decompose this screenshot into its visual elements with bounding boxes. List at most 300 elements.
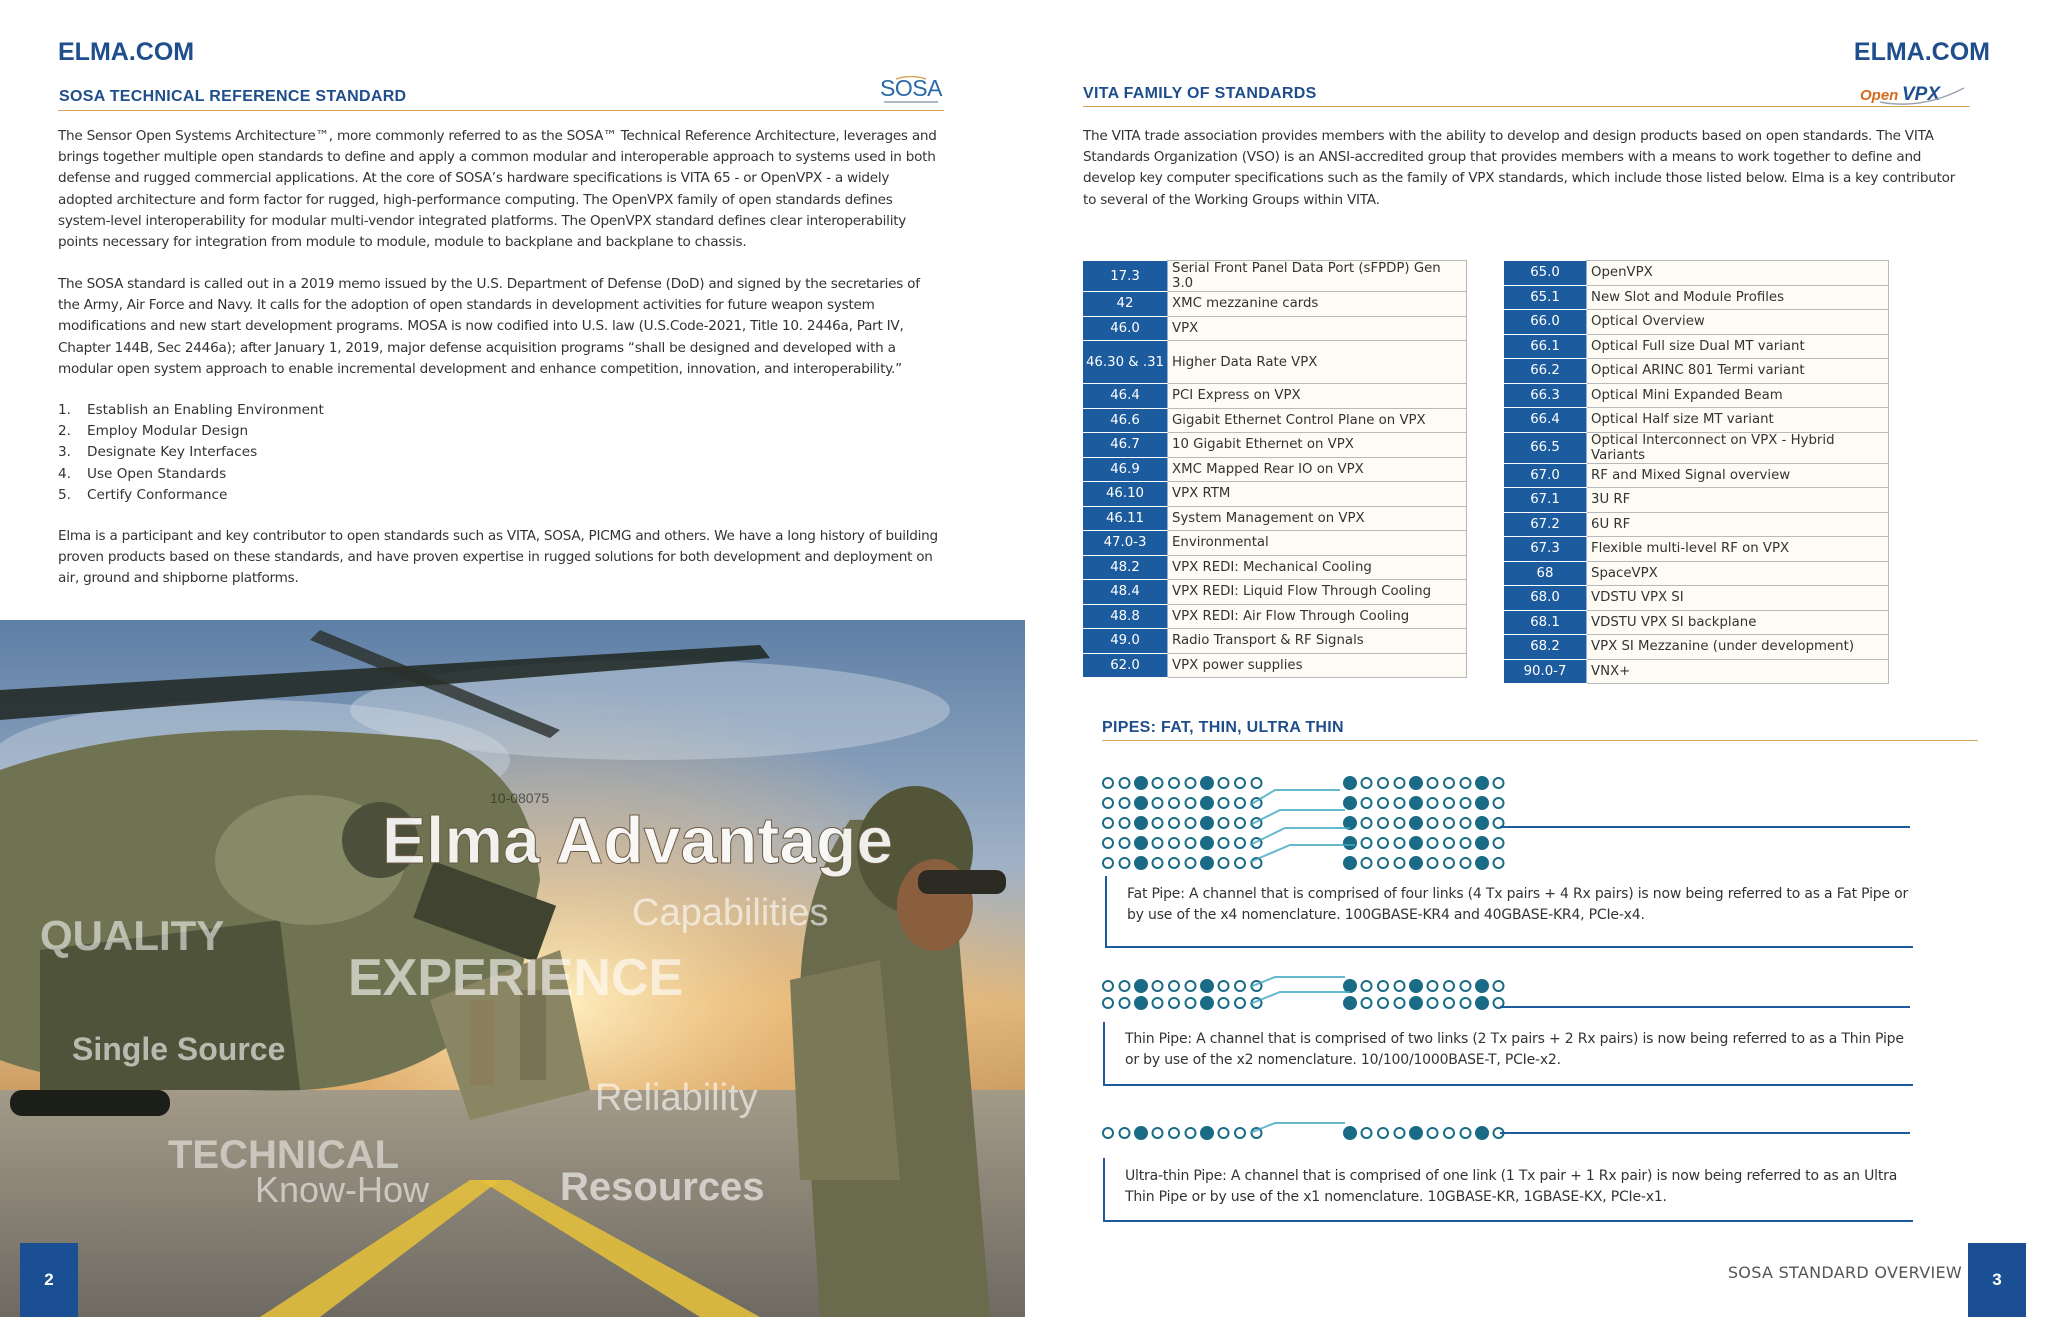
photo-word: Know-How	[255, 1169, 430, 1210]
standard-name: Optical Full size Dual MT variant	[1587, 334, 1889, 359]
fat-pipe-text: Fat Pipe: A channel that is comprised of four links (4 Tx pairs + 4 Rx pairs) is now being referred to as a Fat Pipe or by use of the x4 nomenclature. 100GBASE-KR4 and 40GBASE-KR4, PCIe-x4.	[1127, 886, 1909, 923]
standard-number: 46.10	[1083, 482, 1168, 507]
connector-pin	[1135, 1127, 1147, 1139]
standard-name: VPX REDI: Mechanical Cooling	[1168, 555, 1467, 580]
connector-pin	[1362, 858, 1372, 868]
connector-pin	[1395, 998, 1405, 1008]
brand-wordmark: ELMA.COM	[58, 38, 195, 66]
standard-row	[1504, 659, 1889, 684]
standard-name: XMC Mapped Rear IO on VPX	[1168, 457, 1467, 482]
connector-pin	[1444, 838, 1454, 848]
connector-pin	[1219, 998, 1229, 1008]
standard-row	[1083, 653, 1467, 678]
connector-pin	[1395, 858, 1405, 868]
ultra-thin-pipe-diagram	[1100, 1118, 1520, 1148]
connector-pin	[1235, 981, 1245, 991]
standard-row	[1504, 334, 1889, 359]
standard-number: 68.2	[1504, 635, 1587, 660]
connector-pin	[1201, 837, 1213, 849]
list-item: 1. Establish an Enabling Environment	[58, 402, 324, 418]
connector-pin	[1444, 998, 1454, 1008]
connector-pin	[1494, 858, 1504, 868]
standard-name: VPX REDI: Liquid Flow Through Cooling	[1168, 580, 1467, 605]
connector-pin	[1362, 778, 1372, 788]
standard-number: 67.0	[1504, 463, 1587, 488]
standard-number: 46.0	[1083, 316, 1168, 341]
list-item: 3. Designate Key Interfaces	[58, 444, 258, 461]
connector-pin	[1362, 838, 1372, 848]
connector-pin	[1444, 778, 1454, 788]
connector-pin	[1103, 1128, 1113, 1138]
connector-pin	[1103, 838, 1113, 848]
elma-participation-paragraph: Elma is a participant and key contributor to open standards such as VITA, SOSA, PICMG and others. We have a long history of building proven products based on these standards, and have proven expertise in rugged solutions for both development and deployment on air, ground and shipborne platforms.	[58, 528, 938, 587]
connector-pin	[1120, 1128, 1130, 1138]
connector-pin	[1120, 858, 1130, 868]
connector-pin	[1395, 818, 1405, 828]
connector-pin	[1103, 818, 1113, 828]
connector-pin	[1186, 858, 1196, 868]
standard-number: 17.3	[1083, 261, 1168, 292]
page-number-right: 3	[1968, 1243, 2026, 1317]
connector-pin	[1135, 817, 1147, 829]
connector-pin	[1494, 838, 1504, 848]
standard-row	[1504, 285, 1889, 310]
standard-row	[1083, 629, 1467, 654]
connector-pin	[1103, 858, 1113, 868]
connector-pin	[1461, 818, 1471, 828]
connector-pin	[1428, 818, 1438, 828]
connector-pin	[1153, 818, 1163, 828]
connector-pin	[1135, 797, 1147, 809]
vita-standards-table-right	[1503, 260, 1889, 684]
connector-pin	[1186, 838, 1196, 848]
standard-row	[1083, 316, 1467, 341]
standard-name: Gigabit Ethernet Control Plane on VPX	[1168, 408, 1467, 433]
connector-pin	[1444, 818, 1454, 828]
standard-name: 3U RF	[1587, 488, 1889, 513]
ultra-thin-pipe-box	[1103, 1158, 1913, 1222]
helicopter-tail-number: 10-08075	[490, 790, 550, 806]
connector-pin	[1428, 778, 1438, 788]
connector-pin	[1494, 981, 1504, 991]
connector-pin	[1378, 998, 1388, 1008]
connector-pin	[1219, 1128, 1229, 1138]
photo-word: Resources	[560, 1165, 765, 1209]
standard-number: 67.3	[1504, 537, 1587, 562]
standard-number: 48.2	[1083, 555, 1168, 580]
thin-pipe-box	[1103, 1022, 1913, 1086]
standard-row	[1083, 341, 1467, 384]
connector-pin	[1169, 818, 1179, 828]
connector-pin	[1186, 1128, 1196, 1138]
section-rule	[1102, 740, 1978, 741]
section-rule	[58, 110, 944, 111]
standard-number: 65.0	[1504, 261, 1587, 286]
connector-pin	[1461, 1128, 1471, 1138]
connector-pin	[1410, 777, 1422, 789]
connector-pin	[1461, 998, 1471, 1008]
photo-word: Single Source	[72, 1031, 286, 1067]
connector-pin	[1344, 857, 1356, 869]
connector-pin	[1186, 998, 1196, 1008]
connector-pin	[1186, 798, 1196, 808]
pin-array	[1103, 980, 1504, 1009]
pipe-line	[1500, 1006, 1910, 1008]
standard-name: VDSTU VPX SI	[1587, 586, 1889, 611]
standard-name: RF and Mixed Signal overview	[1587, 463, 1889, 488]
standard-number: 66.5	[1504, 432, 1587, 463]
connector-pin	[1344, 837, 1356, 849]
connector-pin	[1428, 798, 1438, 808]
connector-pin	[1135, 857, 1147, 869]
connector-pin	[1476, 857, 1488, 869]
connector-pin	[1461, 778, 1471, 788]
standard-row	[1504, 359, 1889, 384]
standard-number: 46.30 & .31	[1083, 341, 1168, 384]
connector-pin	[1103, 778, 1113, 788]
connector-pin	[1235, 798, 1245, 808]
standard-number: 90.0-7	[1504, 659, 1587, 684]
connector-pin	[1235, 778, 1245, 788]
standard-name: VPX SI Mezzanine (under development)	[1587, 635, 1889, 660]
connector-pin	[1428, 1128, 1438, 1138]
standard-number: 68.1	[1504, 610, 1587, 635]
connector-pin	[1378, 778, 1388, 788]
standard-row	[1083, 531, 1467, 556]
standard-name: VPX	[1168, 316, 1467, 341]
connector-pin	[1476, 817, 1488, 829]
standard-number: 46.9	[1083, 457, 1168, 482]
svg-text:SOSA: SOSA	[880, 76, 942, 101]
connector-pin	[1186, 818, 1196, 828]
standard-row	[1504, 610, 1889, 635]
standard-name: XMC mezzanine cards	[1168, 292, 1467, 317]
standard-number: 46.11	[1083, 506, 1168, 531]
connector-pin	[1153, 838, 1163, 848]
svg-text:Open: Open	[1860, 87, 1899, 104]
connector-pin	[1378, 798, 1388, 808]
connector-pin	[1201, 797, 1213, 809]
connector-pin	[1444, 1128, 1454, 1138]
connector-pin	[1103, 798, 1113, 808]
connector-pin	[1378, 818, 1388, 828]
connector-pin	[1476, 777, 1488, 789]
standard-row	[1504, 635, 1889, 660]
connector-pin	[1428, 838, 1438, 848]
connector-pin	[1344, 777, 1356, 789]
standard-row	[1083, 555, 1467, 580]
standard-number: 46.4	[1083, 384, 1168, 409]
fat-pipe-box	[1105, 876, 1913, 948]
connector-pin	[1201, 980, 1213, 992]
elma-advantage-photo	[0, 620, 1025, 1317]
connector-pin	[1103, 981, 1113, 991]
standard-row	[1083, 604, 1467, 629]
photo-word: TECHNICAL	[168, 1133, 400, 1177]
standard-name: VPX power supplies	[1168, 653, 1467, 678]
footer-title: SOSA STANDARD OVERVIEW	[1727, 1263, 1962, 1282]
photo-word: Reliability	[595, 1077, 758, 1119]
connector-pin	[1120, 998, 1130, 1008]
standard-name: Serial Front Panel Data Port (sFPDP) Gen 3.0	[1168, 261, 1467, 292]
connector-pin	[1461, 981, 1471, 991]
vita-standards-table-left	[1082, 260, 1467, 678]
standard-number: 42	[1083, 292, 1168, 317]
list-item: 4. Use Open Standards	[58, 465, 227, 482]
connector-pin	[1135, 777, 1147, 789]
connector-pin	[1219, 981, 1229, 991]
connector-pin	[1444, 858, 1454, 868]
connector-pin	[1252, 778, 1262, 788]
connector-pin	[1444, 981, 1454, 991]
connector-pin	[1410, 797, 1422, 809]
standard-name: VNX+	[1587, 659, 1889, 684]
standard-number: 67.2	[1504, 512, 1587, 537]
connector-pin	[1410, 980, 1422, 992]
connector-pin	[1120, 798, 1130, 808]
connector-pin	[1169, 998, 1179, 1008]
standard-number: 62.0	[1083, 653, 1168, 678]
connector-pin	[1169, 1128, 1179, 1138]
standard-row	[1083, 292, 1467, 317]
connector-pin	[1362, 998, 1372, 1008]
connector-pin	[1410, 837, 1422, 849]
standard-number: 49.0	[1083, 629, 1168, 654]
standard-name: Flexible multi-level RF on VPX	[1587, 537, 1889, 562]
connector-pin	[1378, 838, 1388, 848]
brand-wordmark: ELMA.COM	[1853, 38, 1990, 66]
standard-number: 68.0	[1504, 586, 1587, 611]
connector-pin	[1219, 778, 1229, 788]
connector-pin	[1153, 998, 1163, 1008]
standard-name: SpaceVPX	[1587, 561, 1889, 586]
standard-row	[1504, 537, 1889, 562]
connector-pin	[1428, 998, 1438, 1008]
connector-pin	[1476, 997, 1488, 1009]
standard-number: 68	[1504, 561, 1587, 586]
connector-pin	[1395, 1128, 1405, 1138]
connector-pin	[1235, 858, 1245, 868]
standard-row	[1083, 384, 1467, 409]
standard-name: Higher Data Rate VPX	[1168, 341, 1467, 384]
standard-number: 66.2	[1504, 359, 1587, 384]
connector-pin	[1153, 1128, 1163, 1138]
connector-pin	[1153, 778, 1163, 788]
connector-pin	[1378, 858, 1388, 868]
section-title: VITA FAMILY OF STANDARDS	[1083, 85, 1317, 102]
photo-word: QUALITY	[40, 912, 225, 959]
connector-pin	[1428, 981, 1438, 991]
standard-name: 10 Gigabit Ethernet on VPX	[1168, 433, 1467, 458]
connector-pin	[1344, 997, 1356, 1009]
photo-word: EXPERIENCE	[348, 949, 684, 1007]
connector-pin	[1201, 997, 1213, 1009]
connector-pin	[1395, 838, 1405, 848]
pipe-line	[1500, 826, 1910, 828]
standard-row	[1083, 433, 1467, 458]
connector-pin	[1120, 818, 1130, 828]
pin-array	[1103, 1127, 1504, 1139]
photo-word: Capabilities	[632, 892, 829, 934]
connector-pin	[1494, 778, 1504, 788]
standard-number: 66.3	[1504, 383, 1587, 408]
connector-pin	[1235, 818, 1245, 828]
connector-pin	[1235, 838, 1245, 848]
standard-number: 66.4	[1504, 408, 1587, 433]
connector-pin	[1169, 981, 1179, 991]
connector-pin	[1378, 981, 1388, 991]
connector-pin	[1410, 857, 1422, 869]
connector-pin	[1410, 997, 1422, 1009]
standard-row	[1504, 488, 1889, 513]
standard-row	[1504, 432, 1889, 463]
connector-pin	[1344, 980, 1356, 992]
connector-pin	[1235, 998, 1245, 1008]
standard-number: 46.7	[1083, 433, 1168, 458]
standard-name: Optical ARINC 801 Termi variant	[1587, 359, 1889, 384]
connector-pin	[1395, 798, 1405, 808]
connector-pin	[1103, 998, 1113, 1008]
connector-pin	[1410, 1127, 1422, 1139]
connector-pin	[1135, 837, 1147, 849]
standard-name: PCI Express on VPX	[1168, 384, 1467, 409]
connector-pin	[1362, 818, 1372, 828]
standard-row	[1504, 383, 1889, 408]
standard-row	[1083, 408, 1467, 433]
connector-pin	[1219, 858, 1229, 868]
connector-pin	[1362, 798, 1372, 808]
connector-pin	[1461, 798, 1471, 808]
standard-name: Optical Mini Expanded Beam	[1587, 383, 1889, 408]
pipes-title: PIPES: FAT, THIN, ULTRA THIN	[1102, 719, 1344, 736]
connector-pin	[1235, 1128, 1245, 1138]
list-item: 2. Employ Modular Design	[58, 423, 249, 440]
standard-row	[1083, 457, 1467, 482]
connector-pin	[1461, 838, 1471, 848]
connector-pin	[1410, 817, 1422, 829]
mosa-principles-list	[58, 400, 324, 506]
connector-pin	[1169, 798, 1179, 808]
connector-pin	[1120, 981, 1130, 991]
connector-pin	[1476, 797, 1488, 809]
thin-pipe-diagram	[1100, 972, 1520, 1022]
standard-number: 46.6	[1083, 408, 1168, 433]
connector-pin	[1169, 778, 1179, 788]
connector-pin	[1135, 997, 1147, 1009]
connector-pin	[1219, 818, 1229, 828]
standard-name: Optical Half size MT variant	[1587, 408, 1889, 433]
connector-pin	[1186, 981, 1196, 991]
fat-pipe-diagram	[1100, 770, 1520, 878]
standard-name: Environmental	[1168, 531, 1467, 556]
connector-pin	[1344, 1127, 1356, 1139]
connector-pin	[1186, 778, 1196, 788]
thin-pipe-text: Thin Pipe: A channel that is comprised of two links (2 Tx pairs + 2 Rx pairs) is now being referred to as a Thin Pipe or by use of the x2 nomenclature. 10/100/1000BASE-T, PCIe-x2.	[1125, 1031, 1904, 1068]
connector-pin	[1378, 1128, 1388, 1138]
connector-pin	[1153, 798, 1163, 808]
standard-number: 48.8	[1083, 604, 1168, 629]
connector-pin	[1120, 838, 1130, 848]
standard-row	[1083, 482, 1467, 507]
sosa-logo	[876, 76, 946, 108]
connector-pin	[1444, 798, 1454, 808]
connector-pin	[1201, 777, 1213, 789]
standard-name: VPX REDI: Air Flow Through Cooling	[1168, 604, 1467, 629]
connector-pin	[1201, 857, 1213, 869]
standard-number: 66.1	[1504, 334, 1587, 359]
list-item: 5. Certify Conformance	[58, 486, 228, 503]
connector-pin	[1135, 980, 1147, 992]
connector-pin	[1395, 981, 1405, 991]
connector-pin	[1395, 778, 1405, 788]
vita-intro-paragraph: The VITA trade association provides members with the ability to develop and design products based on open standards. The VITA Standards Organization (VSO) is an ANSI-accredited group that provides members with a means to work together to define and develop key computer specifications such as the family of VPX standards, which include those listed below. Elma is a key contributor to several of the Working Groups within VITA.	[1083, 128, 1956, 208]
standard-number: 67.1	[1504, 488, 1587, 513]
standard-name: OpenVPX	[1587, 261, 1889, 286]
photo-headline: Elma Advantage	[382, 803, 894, 877]
standard-name: VDSTU VPX SI backplane	[1587, 610, 1889, 635]
connector-pin	[1461, 858, 1471, 868]
connector-pin	[1153, 858, 1163, 868]
connector-pin	[1219, 838, 1229, 848]
standard-number: 48.4	[1083, 580, 1168, 605]
connector-pin	[1428, 858, 1438, 868]
standard-row	[1504, 261, 1889, 286]
section-rule	[1083, 106, 1970, 107]
connector-pin	[1494, 798, 1504, 808]
standard-row	[1083, 580, 1467, 605]
dod-memo-paragraph: The SOSA standard is called out in a 2019 memo issued by the U.S. Department of Defense (DoD) and signed by the secretaries of the Army, Air Force and Navy. It calls for the adoption of open standards in development activities for future weapon system modifications and new start development programs. MOSA is now codified into U.S. law (U.S.Code-2021, Title 10. 2446a, Part IV, Chapter 144B, Sec 2446a); after January 1, 2019, major defense acquisition programs “shall be designed and developed with a modular open system approach to enable incremental development and enhance competition, innovation, and interoperability.”	[58, 276, 920, 377]
connector-pin	[1169, 858, 1179, 868]
connector-pin	[1120, 778, 1130, 788]
openvpx-logo	[1852, 80, 1972, 108]
standard-row	[1504, 408, 1889, 433]
connector-pin	[1362, 1128, 1372, 1138]
pipe-line	[1500, 1132, 1910, 1134]
connector-pin	[1344, 797, 1356, 809]
connector-pin	[1201, 817, 1213, 829]
standard-number: 65.1	[1504, 285, 1587, 310]
connector-pin	[1201, 1127, 1213, 1139]
connector-pin	[1476, 980, 1488, 992]
page-number-left: 2	[20, 1243, 78, 1317]
svg-text:VPX: VPX	[1902, 84, 1941, 105]
standard-row	[1504, 586, 1889, 611]
standard-name: System Management on VPX	[1168, 506, 1467, 531]
connector-pin	[1362, 981, 1372, 991]
connector-pin	[1476, 837, 1488, 849]
standard-name: 6U RF	[1587, 512, 1889, 537]
standard-name: VPX RTM	[1168, 482, 1467, 507]
standard-row	[1083, 261, 1467, 292]
standard-name: Radio Transport & RF Signals	[1168, 629, 1467, 654]
ultra-thin-pipe-text: Ultra-thin Pipe: A channel that is comprised of one link (1 Tx pair + 1 Rx pair) is now being referred to as an Ultra Thin Pipe or by use of the x1 nomenclature. 10GBASE-KR, 1GBASE-KX, PCIe-x1.	[1125, 1168, 1898, 1205]
standard-number: 47.0-3	[1083, 531, 1168, 556]
standard-name: Optical Interconnect on VPX - Hybrid Variants	[1587, 432, 1889, 463]
standard-row	[1083, 506, 1467, 531]
connector-pin	[1476, 1127, 1488, 1139]
connector-pin	[1219, 798, 1229, 808]
standard-row	[1504, 463, 1889, 488]
section-title: SOSA TECHNICAL REFERENCE STANDARD	[59, 88, 407, 105]
standard-name: Optical Overview	[1587, 310, 1889, 335]
standard-name: New Slot and Module Profiles	[1587, 285, 1889, 310]
standard-row	[1504, 512, 1889, 537]
standard-row	[1504, 310, 1889, 335]
standard-number: 66.0	[1504, 310, 1587, 335]
standard-row	[1504, 561, 1889, 586]
intro-paragraph: The Sensor Open Systems Architecture™, more commonly referred to as the SOSA™ Technical Reference Architecture, leverages and brings together multiple open standards to define and apply a common modular and interoperable approach to systems used in both defense and rugged commercial applications. At the core of SOSA’s hardware specifications is VITA 65 - or OpenVPX - a widely adopted architecture and form factor for rugged, high-performance computing. The OpenVPX family of open standards defines system-level interoperability for modular multi-vendor integrated platforms. The OpenVPX standard defines clear interoperability points necessary for integration from module to module, module to backplane and backplane to chassis.	[58, 128, 937, 251]
connector-pin	[1169, 838, 1179, 848]
